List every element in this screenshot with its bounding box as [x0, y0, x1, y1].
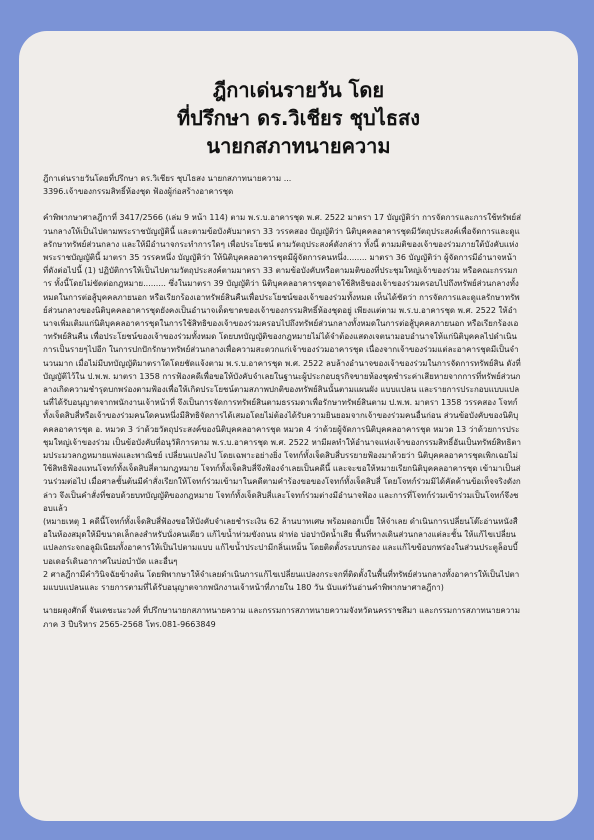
title-line-3: นายกสภาทนายความ	[206, 134, 391, 158]
page-title	[19, 76, 578, 160]
title-line-2: ที่ปรึกษา ดร.วิเชียร ชุบไธสง	[176, 106, 420, 130]
spacer	[43, 198, 521, 211]
document-body	[43, 172, 521, 631]
note-2: 2 ศาลฎีกามีคำวินิจฉัยข้างต้น โดยพิพากษาให้จำเลยดำเนินการแก้ไขเปลี่ยนแปลงกระจกที่ติดตั้งในพื้นที่ทรัพย์ส่วนกลางทั้งอาคารให้เป็นไปตามแบบแปลนและ รายการตามที่ได้รับอนุญาตจากพนักงานเจ้าหน้าที่ภายใน 180 วัน นับแต่วันอ่านคำพิพากษาศาลฎีกา)	[43, 569, 520, 593]
footer-credit: นายผดุงศักดิ์ จันเดชะนะวงศ์ ที่ปรึกษานายกสภาทนายความ และกรรมการสภาทนายความจังหวัดนครราชสีมา และกรรมการสภาทนายความภาค 3 ปีบริหาร 2565-2568 โทร.081-9663849	[43, 606, 521, 629]
spacer	[43, 594, 521, 604]
note-1: (หมายเหตุ 1 คดีนี้โจทก์ทั้งเจ็ดสิบสี่ฟ้องขอให้บังคับจำเลยชำระเงิน 62 ล้านบาทเศษ พร้อมดอกเบี้ย ให้จำเลย ดำเนินการเปลี่ยนโต๊ะอ่านหนังสือในห้องสมุดให้มีขนาดเล็กลงสำหรับนั่งคนเดียว แก้ไขน้ำท่วมขังถนน ฝาท่อ บ่อปาบัดน้ำเสีย พื้นที่ทางเดินส่วนกลางแต่ละชั้น ให้แก้ไขเปลี่ยนแปลงกระจกอลูมิเนียมทั้งอาคารให้เป็นไปตามแบบ แก้ไขน้ำประปามีกลิ่นเหม็น โดยติดตั้งระบบกรอง และแก้ไขข้อบกพร่องในส่วนประตูล็อบบี้ บอเดอร์เดินอากาศในบ่อบำบัด และอื่นๆ	[43, 517, 518, 566]
main-paragraph: คำพิพากษาศาลฎีกาที่ 3417/2566 (เล่ม 9 หน้า 114) ตาม พ.ร.บ.อาคารชุด พ.ศ. 2522 มาตรา 17 บัญญัติว่า การจัดการและการใช้ทรัพย์ส่วนกลางให้เป็นไปตามพระราชบัญญัตินี้ และตามข้อบังคับมาตรา 33 วรรคสอง บัญญัติว่า นิติบุคคลอาคารชุดมีวัตถุประสงค์เพื่อจัดการและดูแลรักษาทรัพย์ส่วนกลาง และให้มีอำนาจกระทำการใดๆ เพื่อประโยชน์ ตามวัตถุประสงค์ดังกล่าว ทั้งนี้ ตามมติของเจ้าของร่วมภายใต้บังคับแห่งพระราชบัญญัตินี้ มาตรา 35 วรรคหนึ่ง บัญญัติว่า ให้นิติบุคคลอาคารชุดมีผู้จัดการคนหนึ่ง........ มาตรา 36 บัญญัติว่า ผู้จัดการมีอำนาจหน้าที่ดังต่อไปนี้ (1) ปฏิบัติการให้เป็นไปตามวัตถุประสงค์ตามมาตรา 33 ตามข้อบังคับหรือตามมติของที่ประชุมใหญ่เจ้าของร่วม หรือคณะกรรมการ ทั้งนี้โดยไม่ขัดต่อกฎหมาย......... ซึ่งในมาตรา 39 บัญญัติว่า นิติบุคคลอาคารชุดอาจใช้สิทธิของเจ้าของร่วมครอบไปถึงทรัพย์ส่วนกลางทั้งหมดในการต่อสู้บุคคลภายนอก หรือเรียกร้องเอาทรัพย์สินคืนเพื่อประโยชน์ของเจ้าของร่วมทั้งหมด เห็นได้ชัดว่า การจัดการและดูแลรักษาทรัพย์ส่วนกลางของนิติบุคคลอาคารชุดยังคงเป็นอำนาจเด็ดขาดของเจ้าของกรรมสิทธิ์ห้องชุดอยู่ เพียงแต่ตาม พ.ร.บ.อาคารชุด พ.ศ. 2522 ให้อำนาจเพิ่มเติมแก่นิติบุคคลอาคารชุดในการใช้สิทธิของเจ้าของร่วมครอบไปถึงทรัพย์ส่วนกลางทั้งหมดในการต่อสู้บุคคลภายนอก หรือเรียกร้องเอาทรัพย์สินคืน เพื่อประโยชน์ของเจ้าของร่วมทั้งหมด โดยบทบัญญัติของกฎหมายไม่ได้จำต้องแสดงเจตนามอบอำนาจให้แก่นิติบุคคลไปดำเนินการเป็นรายๆไปอีก ในการปกปักรักษาทรัพย์ส่วนกลางเพื่อความสะดวกแก่เจ้าของร่วมอาคารชุด เนื่องจากเจ้าของร่วมแต่ละอาคารชุดมีเป็นจำนวนมาก เมื่อไม่มีบทบัญญัติมาตราใดโดยชัดแจ้งตาม พ.ร.บ.อาคารชุด พ.ศ. 2522 ลบล้างอำนาจของเจ้าของร่วมในการจัดการทรัพย์สิน ดังที่บัญญัติไว้ใน ป.พ.พ. มาตรา 1358 การฟ้องคดีเพื่อขอให้บังคับจำเลยในฐานะผู้ประกอบธุรกิจขายห้องชุดชำระค่าเสียหายจากการที่ทรัพย์ส่วนกลางเกิดความชำรุดบกพร่องตามฟ้องเพื่อให้เกิดประโยชน์ตามสภาพปกติของทรัพย์สินนั้นตามแผนผัง แบบแปลน และรายการประกอบแบบแปลนที่ได้รับอนุญาตจากพนักงานเจ้าหน้าที่ จึงเป็นการจัดการทรัพย์สินตามธรรมดาเพื่อรักษาทรัพย์สินตาม ป.พ.พ. มาตรา 1358 วรรคสอง โจทก์ทั้งเจ็ดสิบสี่หรือเจ้าของร่วมคนใดคนหนึ่งมีสิทธิจัดการได้เสมอโดยไม่ต้องได้รับความยินยอมจากเจ้าของร่วมคนอื่นก่อน ส่วนข้อบังคับของนิติบุคคลอาคารชุด อ. หมวด 3 ว่าด้วยวัตถุประสงค์ของนิติบุคคลอาคารชุด หมวด 4 ว่าด้วยผู้จัดการนิติบุคคลอาคารชุด หมวด 13 ว่าด้วยการประชุมใหญ่เจ้าของร่วม เป็นข้อบังคับที่อนุวัติการตาม พ.ร.บ.อาคารชุด พ.ศ. 2522 หามีผลทำให้อำนาจแห่งเจ้าของกรรมสิทธิ์อันเป็นทรัพย์สิทธิตามประมวลกฎหมายแพ่งและพาณิชย์ เปลี่ยนแปลงไป โดยเฉพาะอย่างยิ่ง โจทก์ทั้งเจ็ดสิบสี่บรรยายฟ้องมาด้วยว่า นิติบุคคลอาคารชุดเพิกเฉยไม่ใช้สิทธิฟ้องแทนโจทก์ทั้งเจ็ดสิบสี่ตามกฎหมาย โจทก์ทั้งเจ็ดสิบสี่จึงฟ้องจำเลยเป็นคดีนี้ และจะขอให้หมายเรียกนิติบุคคลอาคารชุด เข้ามาเป็นส่วนร่วมต่อไป เมื่อศาลชั้นต้นมีคำสั่งเรียกให้โจทก์ร่วมเข้ามาในคดีตามคำร้องขอของโจทก์ทั้งเจ็ดสิบสี่ โดยโจทก์ร่วมมิได้คัดค้านข้อเท็จจริงดังกล่าว จึงเป็นคำสั่งที่ชอบด้วยบทบัญญัติของกฎหมาย โจทก์ทั้งเจ็ดสิบสี่และโจทก์ร่วมต่างมีอำนาจฟ้อง และการที่โจทก์ร่วมเข้าร่วมเป็นโจทก์จึงชอบแล้ว	[43, 213, 522, 513]
title-line-1: ฎีกาเด่นรายวัน โดย	[212, 78, 385, 102]
intro-line-2: 3396.เจ้าของกรรมสิทธิ์ห้องชุด ฟ้องผู้ก่อสร้างอาคารชุด	[43, 187, 234, 197]
intro-line-1: ฎีกาเด่นรายวันโดยที่ปรึกษา ดร.วิเชียร ชุบไธสง นายกสภาทนายความ ...	[43, 174, 292, 183]
